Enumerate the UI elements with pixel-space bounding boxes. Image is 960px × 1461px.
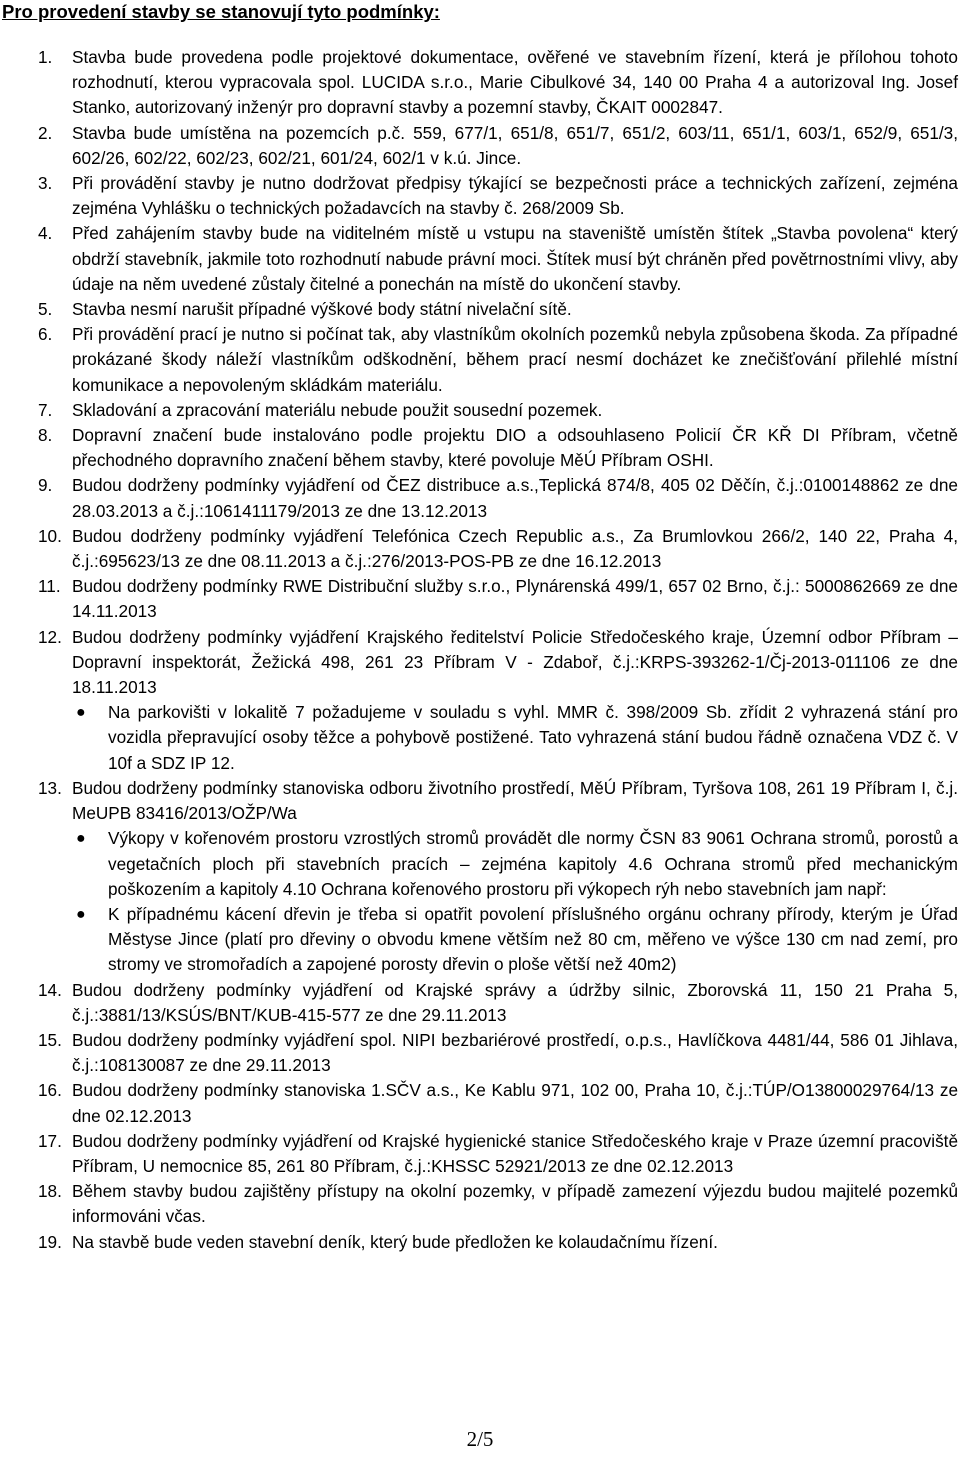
list-item <box>38 121 958 171</box>
list-item <box>38 398 958 423</box>
list-item <box>38 625 958 776</box>
bullet-text: Výkopy v kořenovém prostoru vzrostlých stromů provádět dle normy ČSN 83 9061 Ochrana stromů, porostů a vegetačních ploch při stavebních pracích – zejména kapitoly 4.6 Ochrana stromů před mechanickým poškozením a kapitoly 4.10 Ochrana kořenového prostoru při výkopech rýh nebo stavebních jam např: <box>108 828 958 899</box>
bullet-text: Na parkovišti v lokalitě 7 požadujeme v souladu s vyhl. MMR č. 398/2009 Sb. zřídit 2 vyhrazená stání pro vozidla přepravující osoby těžce a pohybově postižené. Tato vyhrazená stání budou řádně označena VDZ č. V 10f a SDZ IP 12. <box>108 702 958 773</box>
item-number: 18. <box>38 1181 62 1202</box>
bullet-icon: ● <box>76 704 86 722</box>
item-text: Budou dodrženy podmínky vyjádření od ČEZ distribuce a.s.,Teplická 874/8, 405 02 Děčín, č.j.:0100148862 ze dne 28.03.2013 a č.j.:1061411179/2013 ze dne 13.12.2013 <box>72 475 958 521</box>
list-item <box>38 473 958 523</box>
item-text: Stavba bude provedena podle projektové dokumentace, ověřené ve stavebním řízení, která je přílohou tohoto rozhodnutí, kterou vypracovala spol. LUCIDA s.r.o., Marie Cibulkové 34, 140 00 Praha 4 a autorizoval Ing. Josef Stanko, autorizovaný inženýr pro dopravní stavby a pozemní stavby, ČKAIT 0002847. <box>72 47 958 118</box>
list-item <box>38 322 958 398</box>
item-body <box>72 625 958 776</box>
bullet-item <box>72 700 958 776</box>
list-item <box>38 221 958 297</box>
item-text: Při provádění prací je nutno si počínat tak, aby vlastníkům okolních pozemků nebyla způsobena škoda. Za případné prokázané škody náleží vlastníkům odškodnění, během prací nesmí docházet ke znečišťování přilehlé místní komunikace a nepovoleným skládkám materiálu. <box>72 324 958 395</box>
document-heading: Pro provedení stavby se stanovují tyto podmínky: <box>2 1 440 22</box>
item-text: Budou dodrženy podmínky RWE Distribuční služby s.r.o., Plynárenská 499/1, 657 02 Brno, č.j.: 5000862669 ze dne 14.11.2013 <box>72 576 958 622</box>
item-number: 1. <box>38 47 53 67</box>
item-text: Budou dodrženy podmínky vyjádření spol. NIPI bezbariérové prostředí, o.p.s., Havlíčkova 4481/44, 586 01 Jihlava, č.j.:108130087 ze dne 29.11.2013 <box>72 1029 958 1076</box>
item-number: 10. <box>38 525 62 546</box>
list-item <box>38 45 958 121</box>
item-number: 6. <box>38 324 53 345</box>
list-item <box>38 1129 958 1179</box>
item-text: Skladování a zpracování materiálu nebude použit sousední pozemek. <box>72 399 603 420</box>
item-number: 15. <box>38 1029 62 1050</box>
item-number: 2. <box>38 122 53 143</box>
bullet-icon: ● <box>76 905 86 923</box>
item-number: 17. <box>38 1130 62 1151</box>
list-item <box>38 297 958 322</box>
list-item <box>38 524 958 574</box>
item-text: Stavba bude umístěna na pozemcích p.č. 559, 677/1, 651/8, 651/7, 651/2, 603/11, 651/1, 603/1, 652/9, 651/3, 602/26, 602/22, 602/23, 602/21, 601/24, 602/1 v k.ú. Jince. <box>72 122 958 168</box>
item-text: Budou dodrženy podmínky stanoviska 1.SČV a.s., Ke Kablu 971, 102 00, Praha 10, č.j.:TÚP/O13800029764/13 ze dne 02.12.2013 <box>72 1080 958 1126</box>
bullet-text: K případnému kácení dřevin je třeba si opatřit povolení příslušného orgánu ochrany přírody, kterým je Úřad Městyse Jince (platí pro dřeviny o obvodu kmene větším než 80 cm, měřeno ve výšce 130 cm nad zemí, pro stromy ve stromořadích a zapojené porosty dřevin o ploše větší než 40m2) <box>108 903 958 975</box>
item-text: Dopravní značení bude instalováno podle projektu DIO a odsouhlaseno Policií ČR KŘ DI Příbram, včetně přechodného dopravního značení během stavby, které povoluje MěÚ Příbram OSHI. <box>72 425 958 471</box>
item-number: 7. <box>38 399 53 420</box>
item-text: Budou dodrženy podmínky vyjádření Krajského ředitelství Policie Středočeského kraje, Územní odbor Příbram – Dopravní inspektorát, Žežická 498, 261 23 Příbram V - Zdaboř, č.j.:KRPS-393262-1/Čj-2013-011106 ze dne 18.11.2013 <box>72 626 958 698</box>
list-item <box>38 574 958 624</box>
item-number: 12. <box>38 626 62 647</box>
list-item <box>38 1230 958 1255</box>
item-number: 14. <box>38 979 62 1000</box>
item-text: Budou dodrženy podmínky vyjádření Telefónica Czech Republic a.s., Za Brumlovkou 266/2, 140 22, Praha 4, č.j.:695623/13 ze dne 08.11.2013 a č.j.:276/2013-POS-PB ze dne 16.12.2013 <box>72 525 958 572</box>
item-number: 4. <box>38 223 53 244</box>
item-text: Budou dodrženy podmínky vyjádření od Krajské správy a údržby silnic, Zborovská 11, 150 21 Praha 5, č.j.:3881/13/KSÚS/BNT/KUB-415-577 ze dne 29.11.2013 <box>72 979 958 1025</box>
item-text: Před zahájením stavby bude na viditelném místě u vstupu na staveniště umístěn štítek „Stavba povolena“ který obdrží stavebník, jakmile toto rozhodnutí nabude právní moci. Štítek musí být chráněn před povětrnostními vlivy, aby údaje na něm uvedené zůstaly čitelné a ponechán na místě do ukončení stavby. <box>72 223 958 294</box>
list-item <box>38 978 958 1028</box>
item-text: Stavba nesmí narušit případné výškové body státní nivelační sítě. <box>72 299 572 320</box>
list-item <box>38 423 958 473</box>
item-text: Budou dodrženy podmínky stanoviska odboru životního prostředí, MěÚ Příbram, Tyršova 108, 261 19 Příbram I, č.j. MeUPB 83416/2013/OŽP/Wa <box>72 777 958 824</box>
item-number: 13. <box>38 777 62 798</box>
item-number: 19. <box>38 1231 62 1252</box>
item-number: 16. <box>38 1080 62 1101</box>
page-number: 2/5 <box>466 1427 494 1451</box>
item-number: 8. <box>38 425 53 446</box>
list-item <box>38 171 958 221</box>
item-number: 11. <box>38 576 61 597</box>
conditions-list <box>38 45 958 1255</box>
list-item <box>38 1028 958 1078</box>
item-number: 3. <box>38 173 53 194</box>
bullet-icon: ● <box>76 830 86 848</box>
item-text: Při provádění stavby je nutno dodržovat předpisy týkající se bezpečnosti práce a technických zařízení, zejména zejména Vyhlášku o technických požadavcích na stavby č. 268/2009 Sb. <box>72 173 958 219</box>
item-number: 5. <box>38 299 53 320</box>
bullet-item <box>72 902 958 978</box>
bullet-list <box>72 700 958 776</box>
list-item <box>38 1179 958 1229</box>
list-item <box>38 776 958 978</box>
item-number: 9. <box>38 475 53 496</box>
bullet-item <box>72 826 958 902</box>
list-item <box>38 1078 958 1128</box>
bullet-list <box>72 826 958 977</box>
item-text: Na stavbě bude veden stavební deník, který bude předložen ke kolaudačnímu řízení. <box>72 1231 718 1252</box>
item-text: Během stavby budou zajištěny přístupy na okolní pozemky, v případě zamezení výjezdu budou majitelé pozemků informováni včas. <box>72 1181 958 1227</box>
item-body <box>72 776 958 978</box>
item-text: Budou dodrženy podmínky vyjádření od Krajské hygienické stanice Středočeského kraje v Praze územní pracoviště Příbram, U nemocnice 85, 261 80 Příbram, č.j.:KHSSC 52921/2013 ze dne 02.12.2013 <box>72 1130 958 1176</box>
